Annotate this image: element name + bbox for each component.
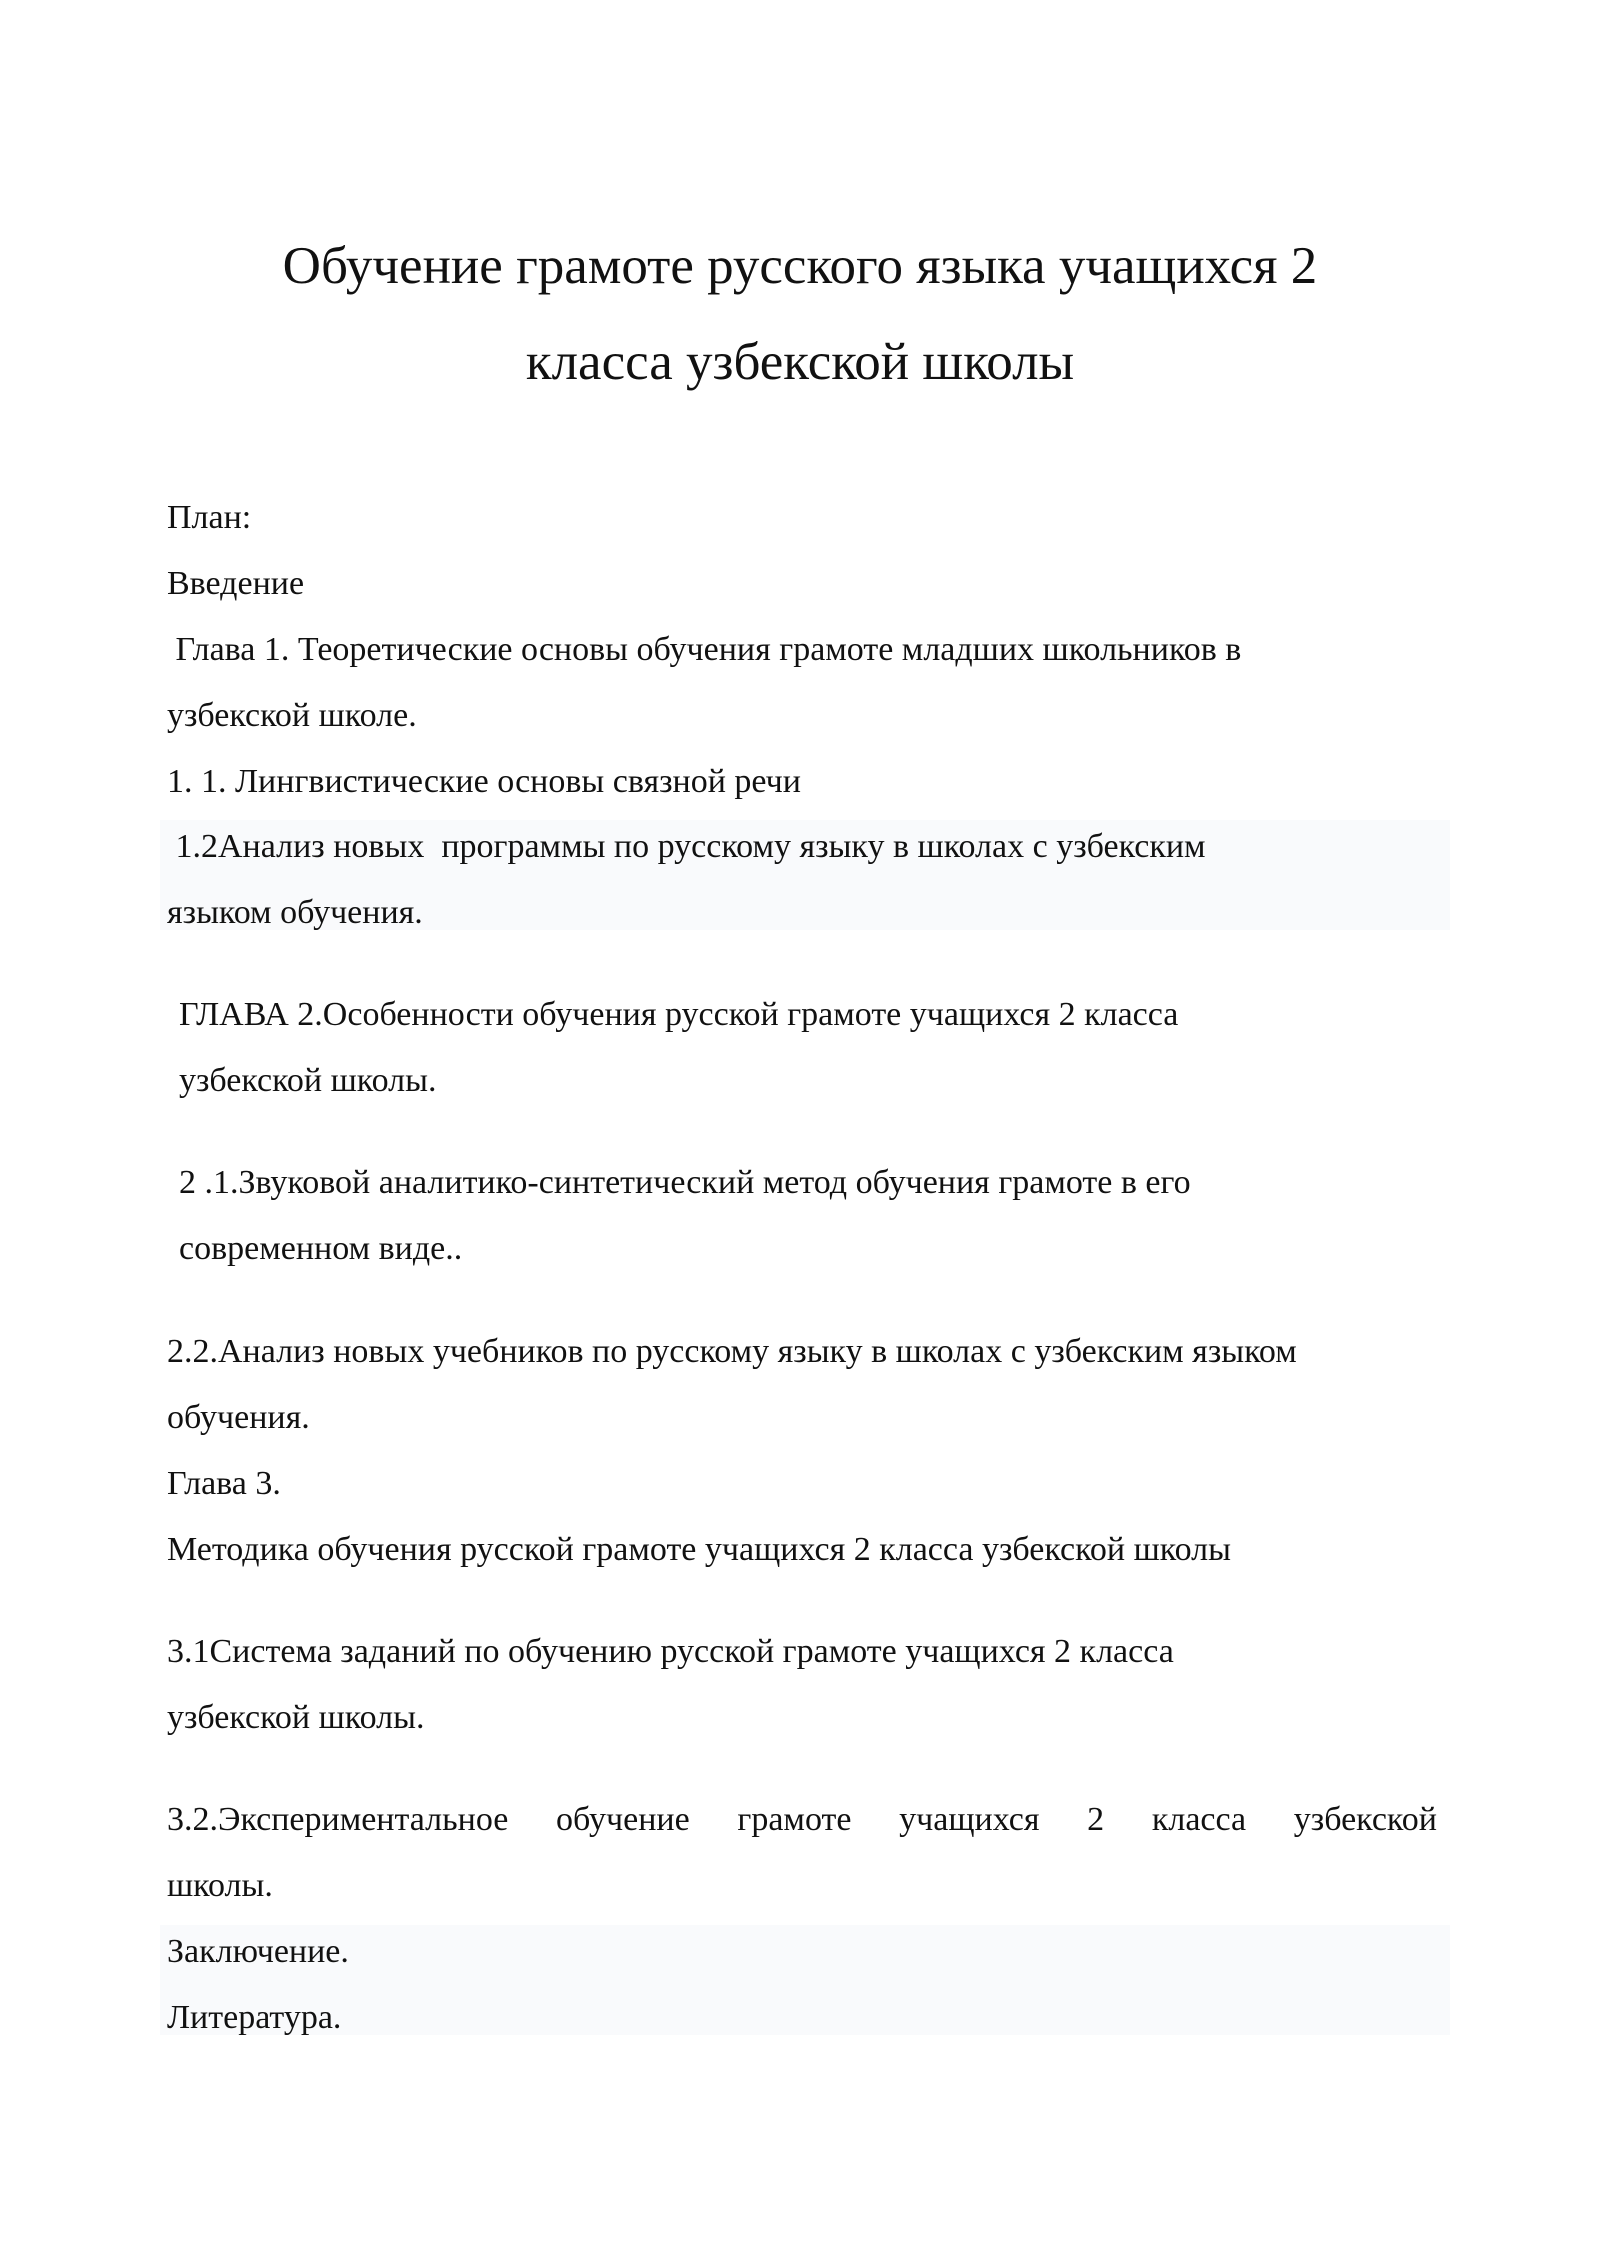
toc-section-3-1-cont: узбекской школы. [167,1699,425,1736]
toc-section-2-2-cont: обучения. [167,1399,310,1436]
s32-word: класса [1151,1801,1247,1838]
s32-word: обучение [556,1801,690,1838]
highlight-band [160,1925,1450,2035]
document-title [160,218,1440,410]
toc-section-2-1-cont: современном виде.. [179,1230,463,1267]
toc-literature: Литература. [167,1999,342,2036]
toc-chapter-1: Глава 1. Теоретические основы обучения грамоте младших школьников в [167,631,1242,668]
toc-section-1-2-cont: языком обучения. [167,894,423,931]
toc-chapter-2-cont: узбекской школы. [179,1062,437,1099]
toc-chapter-3-label: Глава 3. [167,1465,281,1502]
plan-label: План: [167,499,252,536]
s32-word: 2 [1087,1801,1105,1838]
title-line-1: Обучение грамоте русского языка учащихся 2 [282,237,1318,295]
toc-chapter-1-cont: узбекской школе. [167,697,417,734]
toc-section-1-2: 1.2Анализ новых программы по русскому языку в школах с узбекским [167,828,1206,865]
s32-word: узбекской [1293,1801,1437,1838]
title-line-2: класса узбекской школы [525,333,1075,391]
toc-section-1-1: 1. 1. Лингвистические основы связной речи [167,763,801,800]
toc-section-2-1: 2 .1.Звуковой аналитико-синтетический метод обучения грамоте в его [179,1164,1191,1201]
toc-section-2-2: 2.2.Анализ новых учебников по русскому языку в школах с узбекским языком [167,1333,1297,1370]
toc-introduction: Введение [167,565,305,602]
s32-word: грамоте [737,1801,852,1838]
toc-chapter-2: ГЛАВА 2.Особенности обучения русской грамоте учащихся 2 класса [179,996,1179,1033]
toc-section-3-1: 3.1Система заданий по обучению русской грамоте учащихся 2 класса [167,1633,1174,1670]
toc-conclusion: Заключение. [167,1933,349,1970]
toc-section-3-2 [167,1800,1437,1840]
toc-chapter-3-title: Методика обучения русской грамоте учащихся 2 класса узбекской школы [167,1531,1231,1568]
s32-word: 3.2.Экспериментальное [167,1801,509,1838]
s32-word: учащихся [899,1801,1040,1838]
toc-section-3-2-cont: школы. [167,1867,273,1904]
